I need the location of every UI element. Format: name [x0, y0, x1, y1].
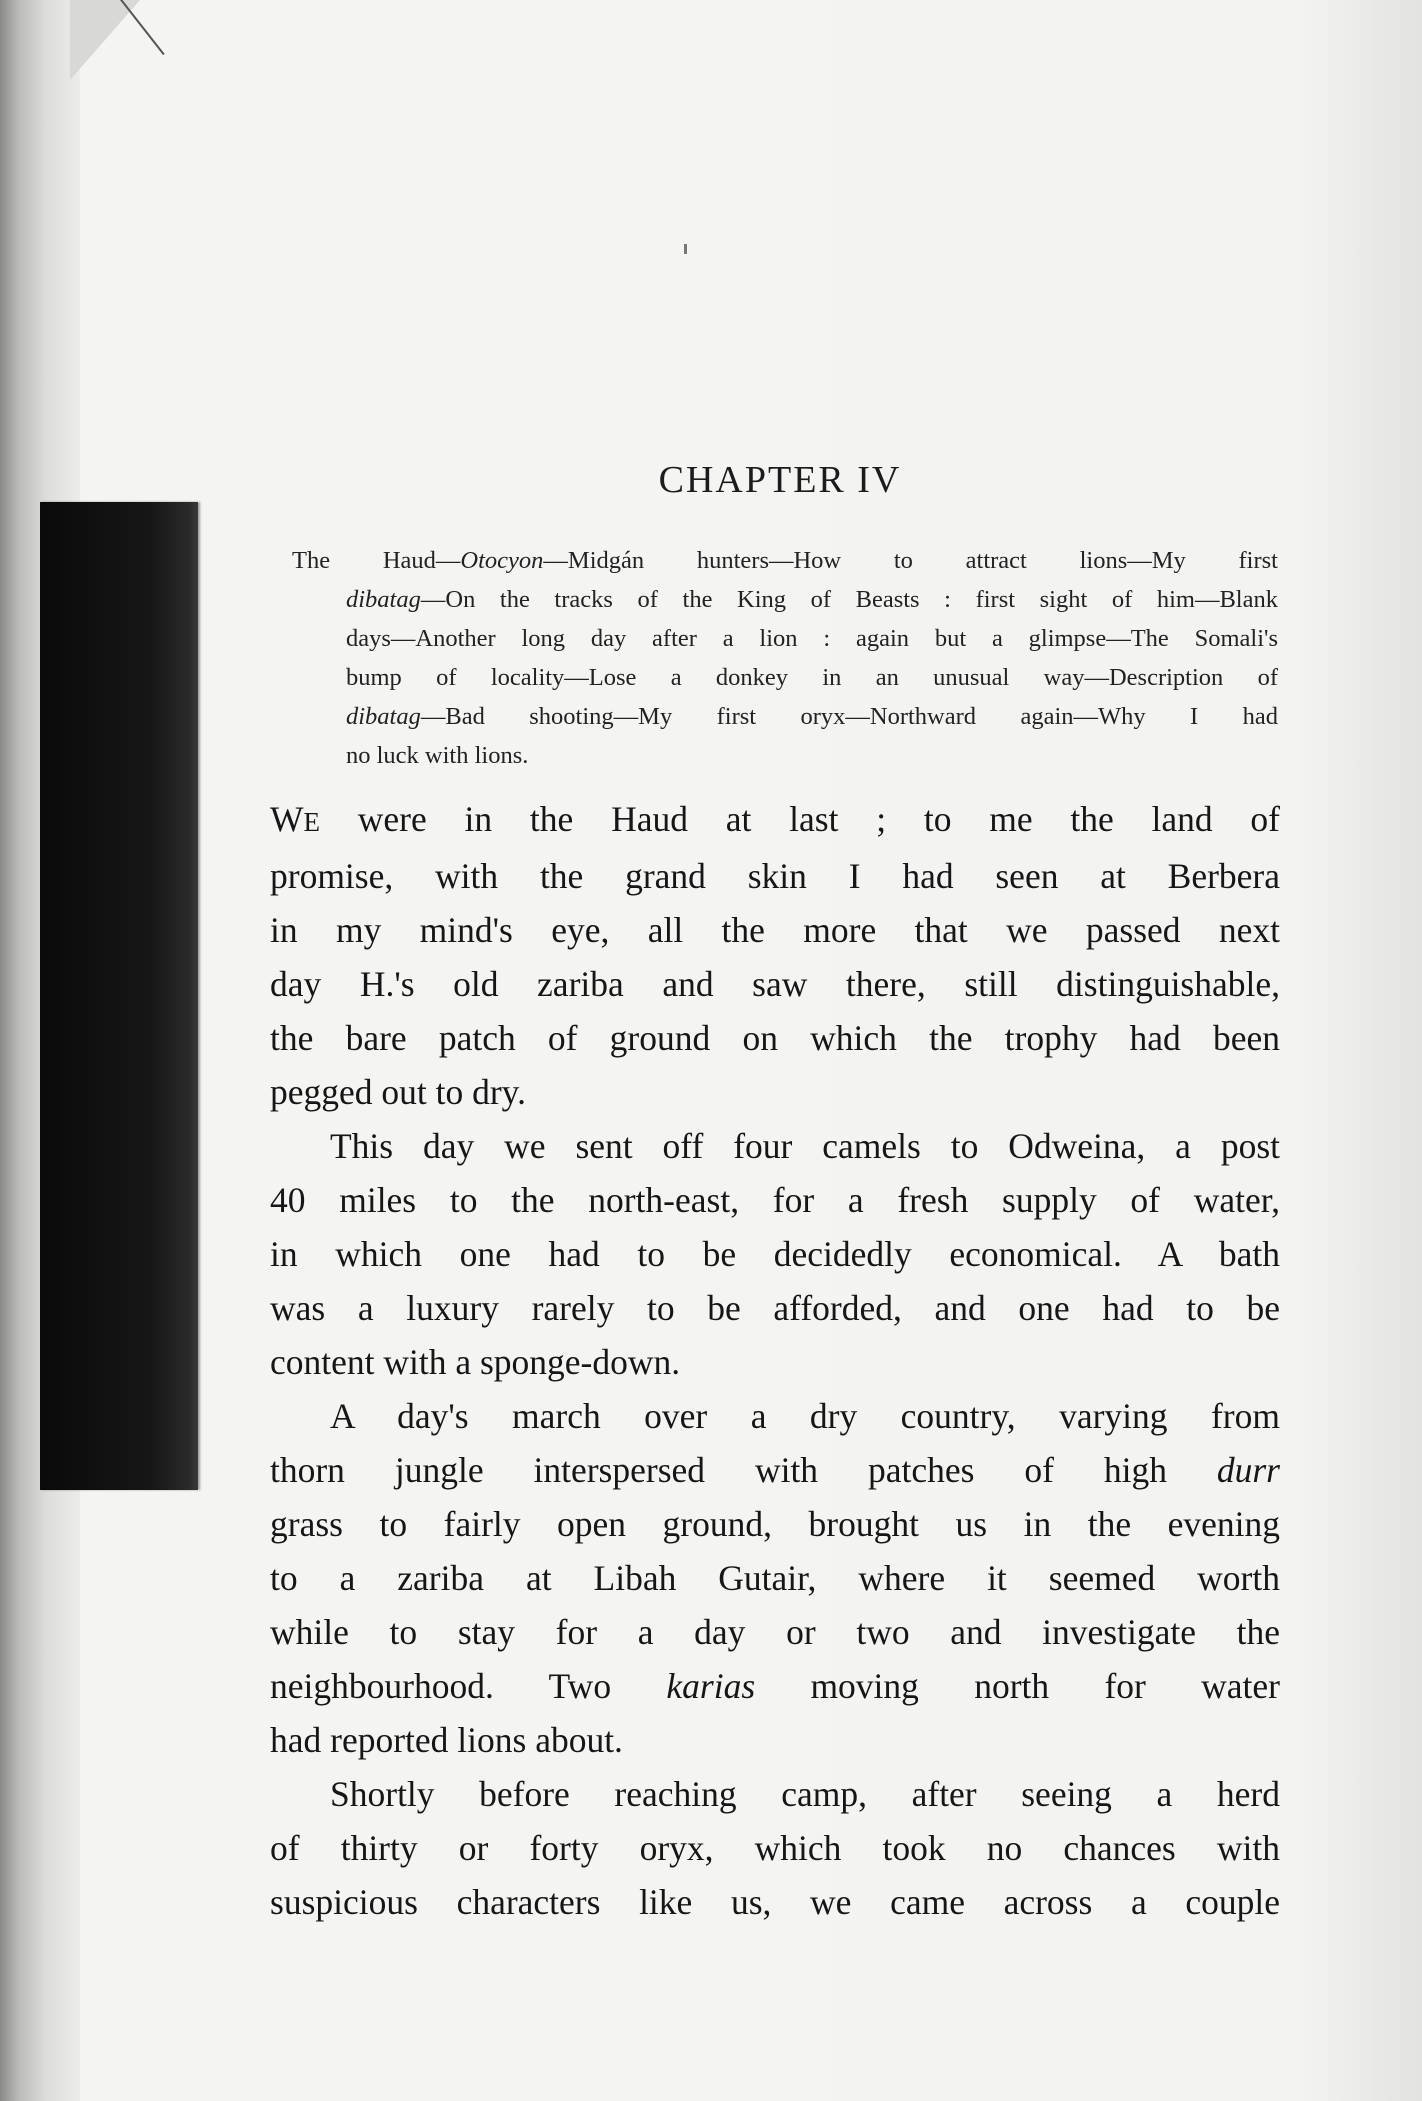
bookmark-ribbon: [40, 502, 198, 1490]
body-line: to a zariba at Libah Gutair, where it seemed worth: [270, 1558, 1280, 1598]
body-line: WE were in the Haud at last ; to me the land of: [270, 799, 1280, 839]
summary-line: dibatag—Bad shooting—My first oryx—Northward again—Why I had: [346, 703, 1278, 730]
body-line: thorn jungle interspersed with patches of high durr: [270, 1450, 1280, 1490]
body-line: 40 miles to the north-east, for a fresh supply of water,: [270, 1180, 1280, 1220]
summary-line: dibatag—On the tracks of the King of Beasts : first sight of him—Blank: [346, 586, 1278, 613]
body-line: in which one had to be decidedly economical. A bath: [270, 1234, 1280, 1274]
body-line: pegged out to dry.: [270, 1072, 527, 1112]
body-line: had reported lions about.: [270, 1720, 623, 1760]
page-speck: [684, 244, 687, 254]
summary-line: no luck with lions.: [346, 742, 529, 769]
drop-initial: W: [270, 799, 304, 839]
body-text: [270, 792, 1280, 1929]
body-line: content with a sponge-down.: [270, 1342, 681, 1382]
body-line: while to stay for a day or two and investigate the: [270, 1612, 1280, 1652]
summary-line: bump of locality—Lose a donkey in an unusual way—Description of: [346, 664, 1278, 691]
body-line: of thirty or forty oryx, which took no chances with: [270, 1828, 1280, 1868]
chapter-summary: [292, 541, 1278, 775]
body-line: neighbourhood. Two karias moving north for water: [270, 1666, 1280, 1706]
body-line: Shortly before reaching camp, after seeing a herd: [330, 1774, 1280, 1814]
body-line: day H.'s old zariba and saw there, still distinguishable,: [270, 964, 1280, 1004]
chapter-heading: CHAPTER IV: [658, 459, 902, 501]
body-line: promise, with the grand skin I had seen at Berbera: [270, 856, 1280, 896]
body-line: This day we sent off four camels to Odweina, a post: [330, 1126, 1280, 1166]
body-line: the bare patch of ground on which the trophy had been: [270, 1018, 1280, 1058]
summary-line: The Haud—Otocyon—Midgán hunters—How to attract lions—My first: [292, 547, 1278, 574]
body-line: grass to fairly open ground, brought us in the evening: [270, 1504, 1280, 1544]
small-caps: E: [303, 807, 321, 837]
body-line: was a luxury rarely to be afforded, and one had to be: [270, 1288, 1280, 1328]
summary-line: days—Another long day after a lion : again but a glimpse—The Somali's: [346, 625, 1278, 652]
body-line: in my mind's eye, all the more that we passed next: [270, 910, 1280, 950]
body-line: A day's march over a dry country, varying from: [330, 1396, 1280, 1436]
body-line: suspicious characters like us, we came across a couple: [270, 1882, 1280, 1922]
